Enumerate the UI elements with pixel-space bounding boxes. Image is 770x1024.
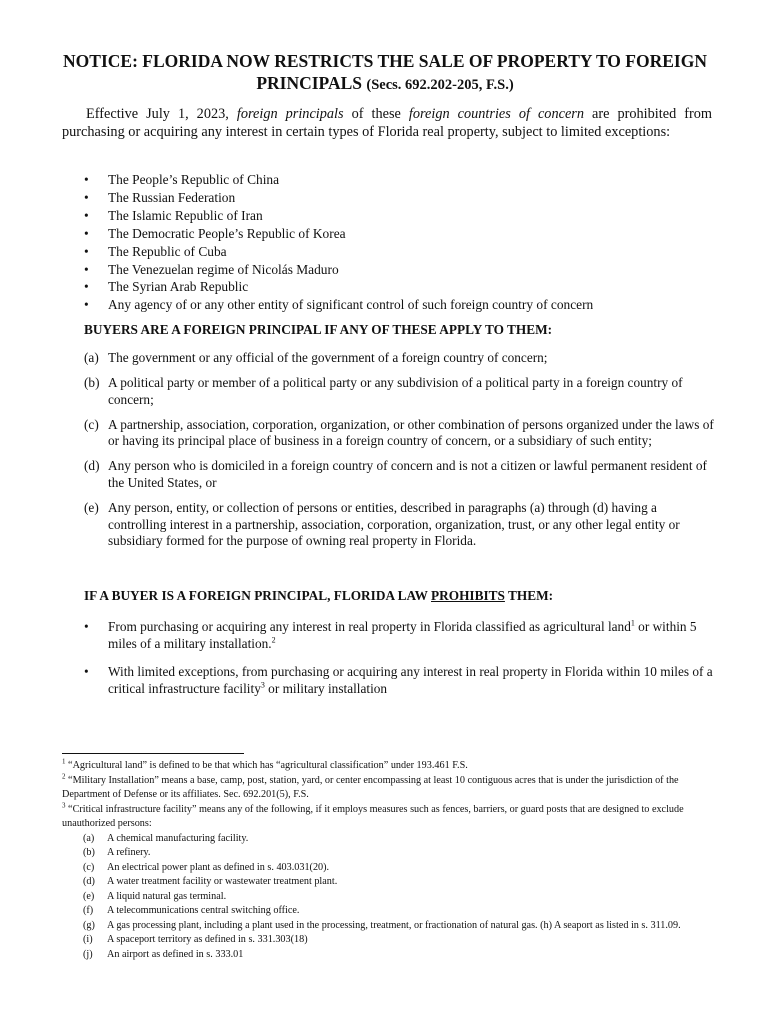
bullet-icon: • — [84, 297, 89, 313]
list-item — [84, 207, 593, 225]
bullet-icon: • — [84, 172, 89, 187]
item-text: or within 5 miles of a military installation. — [108, 619, 697, 651]
country-name: The Islamic Republic of Iran — [108, 207, 263, 223]
bullet-icon: • — [84, 619, 89, 634]
item-marker: (g) — [83, 919, 95, 931]
country-name: The People’s Republic of China — [108, 172, 280, 187]
list-item — [83, 919, 722, 934]
list-item — [83, 890, 722, 905]
footnote-ref: 2 — [271, 635, 276, 645]
footnote-text: “Critical infrastructure facility” means any of the following, if it employs measures such as fences, barriers, or guard posts that are designed to exclude unauthorized persons: — [62, 803, 684, 829]
bullet-icon: • — [84, 207, 89, 223]
item-marker: (a) — [83, 832, 95, 844]
list-item — [83, 933, 722, 948]
item-marker: (j) — [83, 948, 93, 960]
list-item — [83, 861, 722, 876]
list-item — [84, 500, 714, 550]
item-text: or military installation — [264, 681, 388, 696]
list-item — [84, 458, 714, 491]
title-statute-reference: (Secs. 692.202-205, F.S.) — [366, 77, 514, 93]
footnote-divider — [62, 753, 244, 754]
footnote-2 — [62, 774, 722, 803]
item-text: A political party or member of a political party or any subdivision of a political party in a foreign country of concern; — [108, 375, 683, 407]
item-marker: (c) — [83, 861, 95, 873]
list-item — [84, 618, 714, 652]
list-item — [84, 663, 714, 697]
intro-emphasis-foreign-principals: foreign principals — [236, 106, 344, 122]
item-text: A liquid natural gas terminal. — [107, 890, 227, 902]
footnote-3 — [62, 803, 722, 832]
intro-emphasis-countries-of-concern: foreign countries of concern — [408, 106, 585, 122]
list-item — [84, 189, 593, 207]
item-text: A chemical manufacturing facility. — [107, 832, 249, 844]
item-text: A spaceport territory as defined in s. 331.303(18) — [107, 934, 308, 945]
foreign-principal-criteria-list — [84, 350, 714, 558]
item-marker: (e) — [83, 890, 95, 902]
item-text: A water treatment facility or wastewater treatment plant. — [107, 876, 338, 887]
item-marker: (i) — [83, 934, 93, 945]
list-item — [84, 278, 593, 296]
bullet-icon: • — [84, 279, 89, 295]
list-item — [83, 948, 722, 963]
heading-text-2: THEM: — [504, 588, 554, 603]
item-text: From purchasing or acquiring any interest in real property in Florida classified as agricultural land — [108, 619, 631, 634]
prohibits-heading — [84, 588, 553, 604]
list-item — [83, 846, 722, 861]
item-marker: (f) — [83, 905, 94, 916]
item-marker: (b) — [84, 375, 100, 391]
list-item — [84, 350, 714, 367]
country-name: Any agency of or any other entity of significant control of such foreign country of concern — [108, 297, 594, 313]
item-marker: (a) — [84, 350, 99, 365]
list-item — [84, 417, 714, 450]
intro-text-2: of these — [343, 106, 409, 122]
list-item — [84, 375, 714, 408]
item-marker: (e) — [84, 500, 99, 516]
item-marker: (b) — [83, 847, 95, 858]
item-text: A telecommunications central switching office. — [107, 905, 300, 916]
country-name: The Venezuelan regime of Nicolás Maduro — [108, 261, 339, 277]
footnote-1 — [62, 759, 722, 774]
item-text: An electrical power plant as defined in s. 403.031(20). — [107, 861, 330, 873]
critical-infrastructure-list — [62, 832, 722, 963]
list-item — [84, 243, 593, 261]
intro-text-1: Effective July 1, 2023, — [86, 106, 237, 122]
intro-text-3: are prohibited from purchasing or acquiring any interest in certain types of Florida real property, subject to limited exceptions: — [62, 106, 713, 140]
item-text: A gas processing plant, including a plant used in the processing, treatment, or fractionation of natural gas. (h) A seaport as listed in s. 311.09. — [107, 919, 681, 931]
footnote-number: 1 — [62, 757, 66, 766]
list-item — [83, 832, 722, 847]
footnote-number: 2 — [62, 772, 66, 781]
item-text: An airport as defined in s. 333.01 — [107, 948, 244, 960]
list-item — [84, 296, 593, 314]
bullet-icon: • — [84, 225, 89, 241]
list-item — [84, 171, 593, 189]
heading-underlined-prohibits: PROHIBITS — [431, 588, 505, 603]
footnotes — [62, 759, 722, 962]
bullet-icon: • — [84, 261, 89, 277]
item-text: Any person who is domiciled in a foreign country of concern and is not a citizen or lawful permanent resident of the United States, or — [108, 458, 707, 491]
heading-text-1: IF A BUYER IS A FOREIGN PRINCIPAL, FLORIDA LAW — [84, 588, 432, 603]
footnote-number: 3 — [62, 801, 66, 810]
bullet-icon: • — [84, 189, 89, 205]
title-main: NOTICE: FLORIDA NOW RESTRICTS THE SALE OF PROPERTY TO FOREIGN PRINCIPALS — [63, 51, 707, 93]
countries-of-concern-list — [84, 171, 593, 314]
country-name: The Russian Federation — [108, 189, 236, 205]
prohibitions-list — [84, 618, 714, 708]
list-item — [83, 904, 722, 919]
footnote-ref: 3 — [260, 680, 265, 690]
bullet-icon: • — [84, 664, 89, 679]
list-item — [84, 225, 593, 243]
list-item — [83, 875, 722, 890]
item-marker: (c) — [84, 416, 99, 432]
item-text: A partnership, association, corporation, organization, or other combination of persons organized under the laws of or having its principal place of business in a foreign country of concern, or a subsidiary of such entity; — [108, 416, 714, 449]
footnote-text: “Military Installation” means a base, camp, post, station, yard, or center encompassing at least 10 contiguous acres that is under the jurisdiction of the Department of Defense or its affiliates. Sec. 692.201(5), F.S. — [62, 774, 679, 800]
buyers-heading: BUYERS ARE A FOREIGN PRINCIPAL IF ANY OF THESE APPLY TO THEM: — [84, 322, 553, 337]
item-text: Any person, entity, or collection of persons or entities, described in paragraphs (a) through (d) having a controlling interest in a partnership, association, corporation, organization, trust, or any other legal entity or subsidiary formed for the purpose of owning real property in Florida. — [108, 500, 680, 549]
item-text: A refinery. — [107, 847, 151, 858]
item-text: With limited exceptions, from purchasing or acquiring any interest in real property in Florida within 10 miles of a critical infrastructure facility — [108, 664, 713, 696]
notice-title — [60, 50, 710, 96]
item-text: The government or any official of the government of a foreign country of concern; — [108, 350, 548, 365]
item-marker: (d) — [83, 876, 95, 887]
country-name: The Democratic People’s Republic of Korea — [108, 225, 346, 241]
footnote-text: “Agricultural land” is defined to be that which has “agricultural classification” under 193.461 F.S. — [65, 760, 468, 771]
country-name: The Republic of Cuba — [108, 243, 227, 259]
bullet-icon: • — [84, 243, 89, 259]
item-marker: (d) — [84, 458, 100, 474]
list-item — [84, 261, 593, 279]
country-name: The Syrian Arab Republic — [108, 279, 249, 295]
intro-paragraph — [62, 105, 712, 141]
footnote-ref: 1 — [630, 618, 635, 628]
